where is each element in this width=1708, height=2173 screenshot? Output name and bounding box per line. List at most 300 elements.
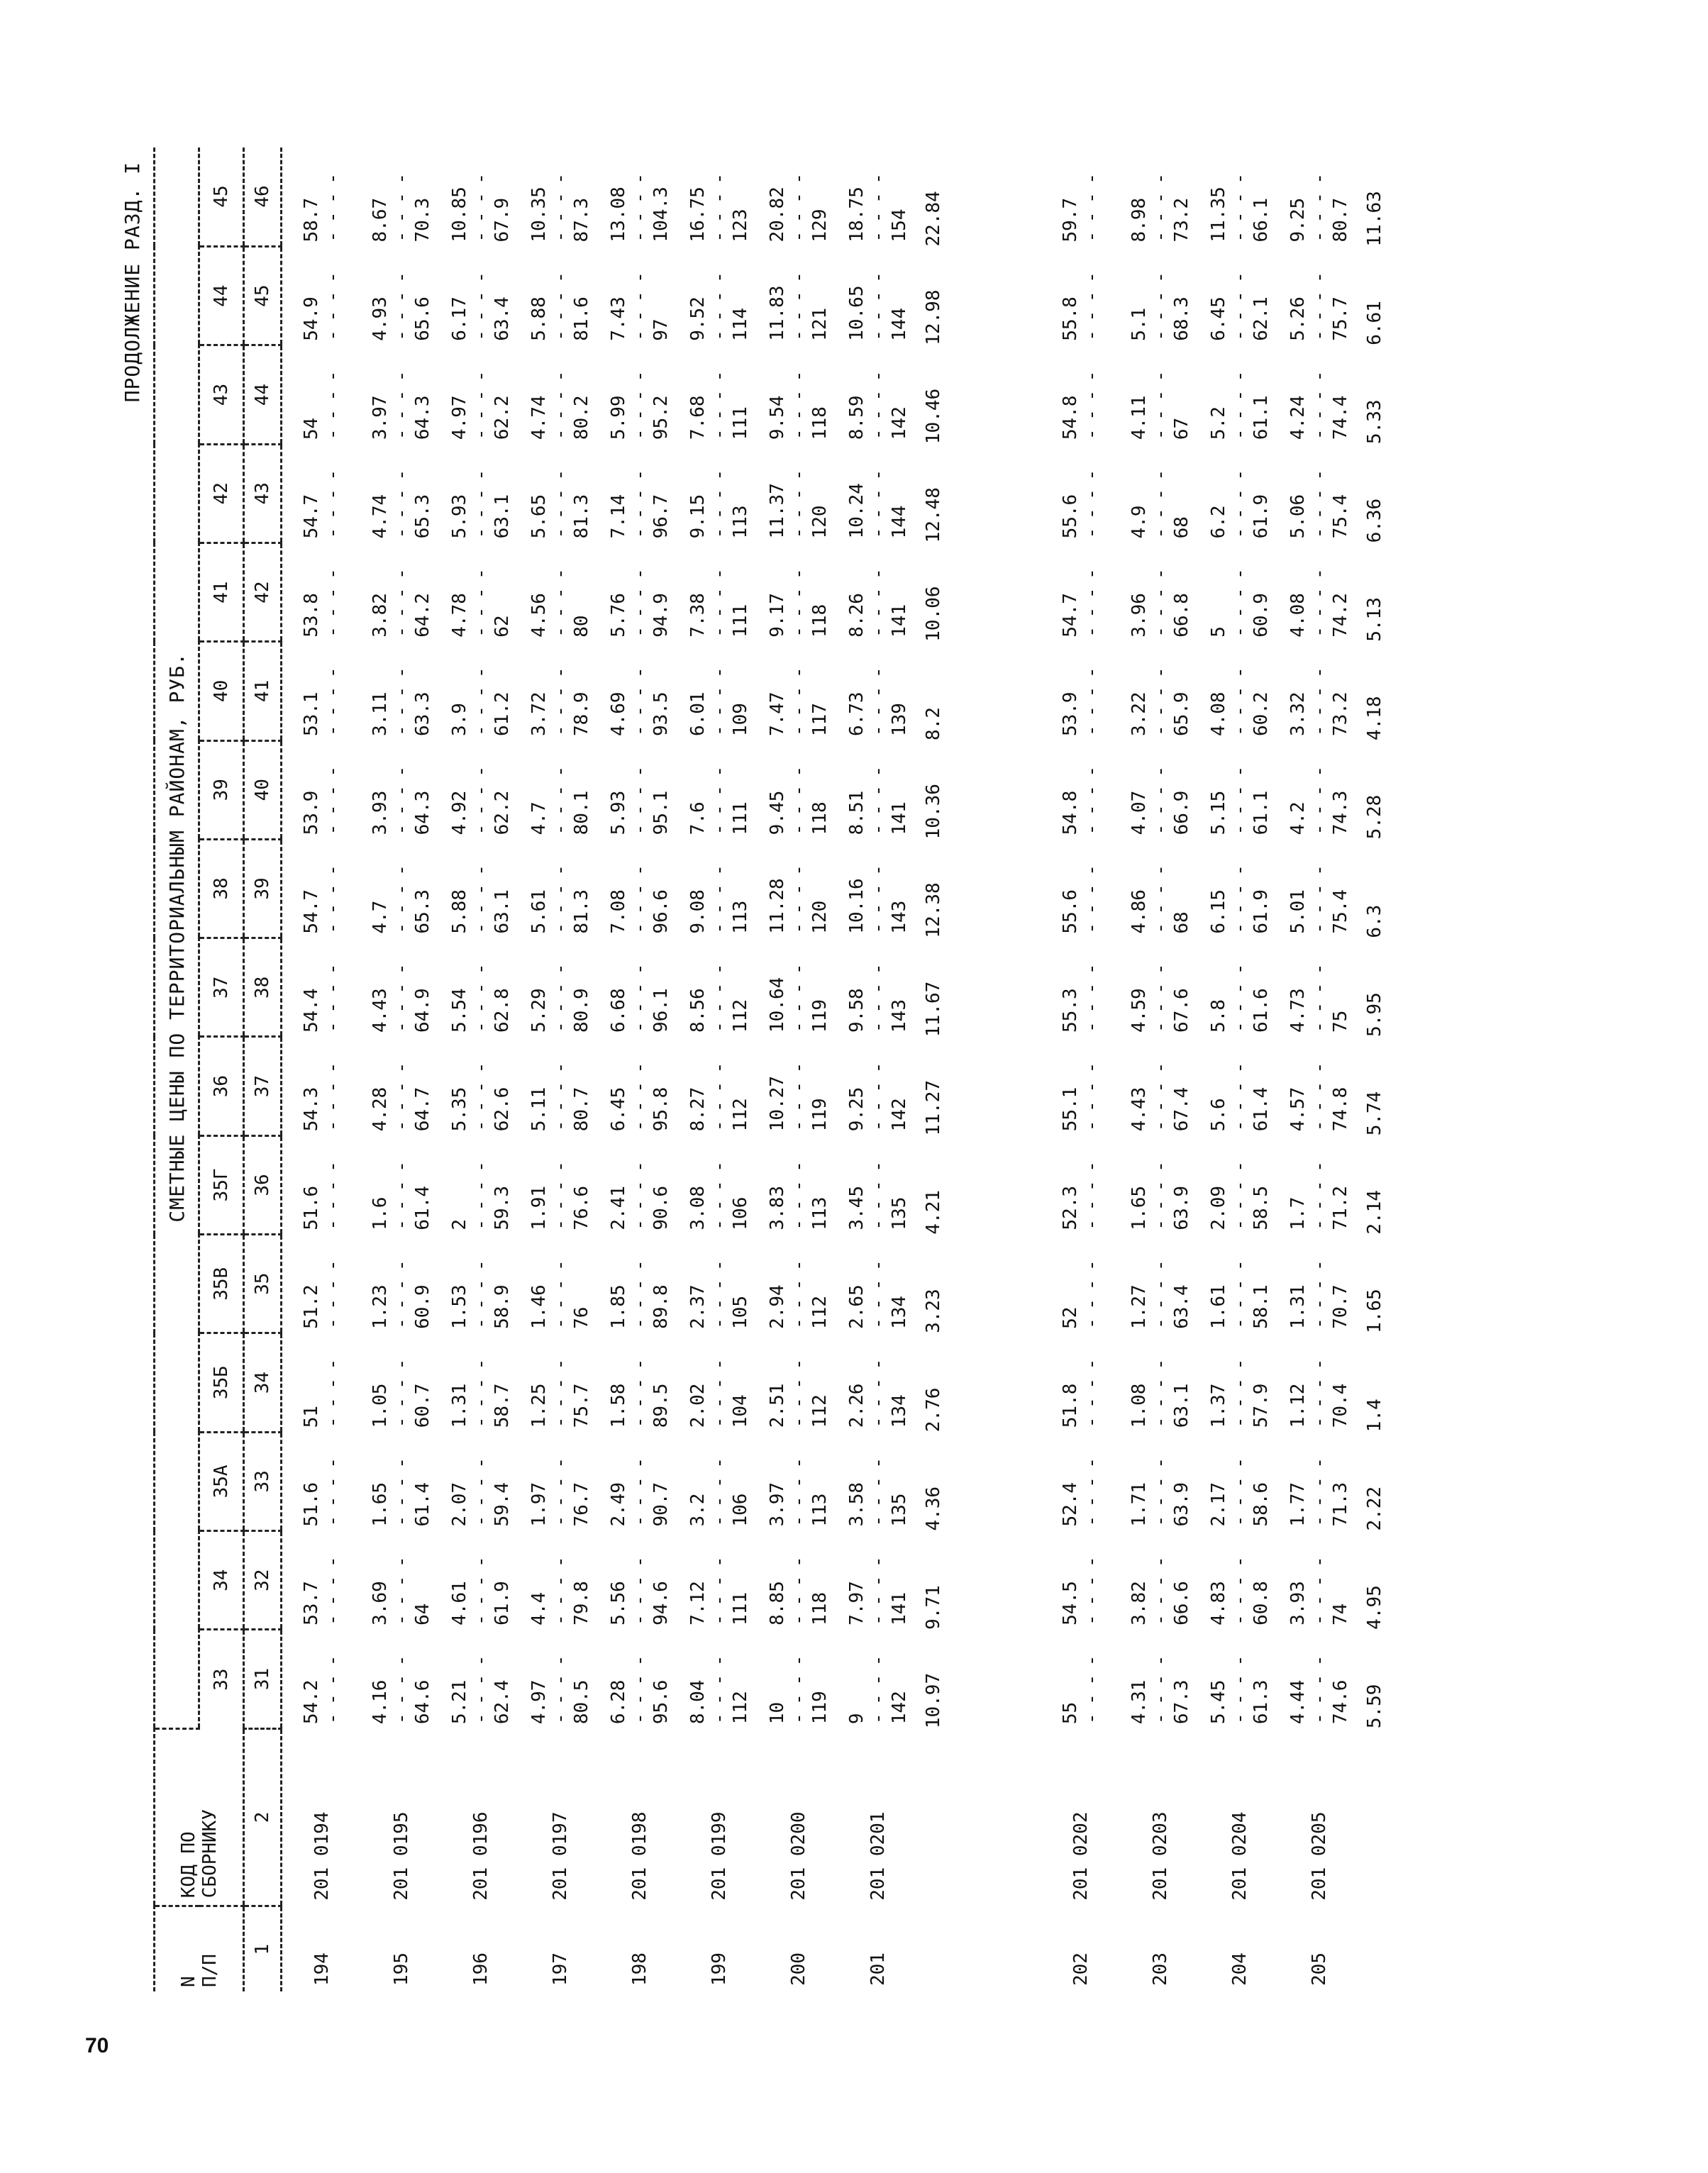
price-cell: [838, 444, 918, 543]
price-value: 141: [889, 801, 910, 835]
price-value: 55.3: [1060, 988, 1081, 1033]
dash-separator: - - - -: [867, 965, 889, 1033]
dash-separator: - - - -: [629, 470, 650, 539]
price-value: 135: [889, 1493, 910, 1527]
price-cell: [1121, 1531, 1200, 1630]
price-value: 78.9: [571, 691, 592, 737]
price-value: 61.2: [492, 691, 513, 737]
price-value: 51: [301, 1405, 322, 1428]
price-cell: [282, 1630, 362, 1728]
price-value: 76.7: [571, 1482, 592, 1527]
dash-separator: - - - -: [867, 273, 889, 341]
price-cell: [1280, 1235, 1359, 1333]
price-cell: [282, 148, 362, 246]
price-value: 7.6: [687, 801, 709, 835]
price-value: 2.26: [846, 1383, 867, 1428]
price-value: 18.75: [846, 187, 867, 243]
price-cell: [362, 839, 441, 938]
price-cell: [282, 740, 362, 839]
price-value: 5.35: [449, 1086, 470, 1132]
price-value: 4.57: [1287, 1086, 1309, 1132]
price-value: 1.31: [449, 1383, 470, 1428]
price-value: 68: [1171, 516, 1192, 539]
price-cell: [282, 1333, 362, 1432]
price-value: 4.07: [1128, 790, 1150, 835]
price-value: 6.73: [846, 691, 867, 737]
price-cell: [1041, 740, 1121, 839]
price-value: 5.13: [1364, 597, 1385, 642]
price-value: 52.4: [1060, 1482, 1081, 1527]
price-value: 81.6: [571, 296, 592, 341]
price-value: 5.56: [608, 1581, 629, 1625]
price-value: 95.6: [650, 1679, 672, 1725]
price-cell: [1041, 1037, 1121, 1135]
price-value: 9.17: [767, 593, 788, 638]
price-value: 1.4: [1364, 1399, 1385, 1433]
region-header: 35А: [199, 1432, 244, 1530]
price-value: 64.7: [412, 1086, 433, 1132]
row-number: 201: [867, 1952, 889, 1986]
price-value: 3.97: [767, 1482, 788, 1527]
price-value: 63.3: [412, 691, 433, 737]
price-cell: [838, 1235, 918, 1333]
price-value: 104: [730, 1394, 751, 1428]
price-value: 64: [412, 1603, 433, 1625]
price-value: 2.94: [767, 1284, 788, 1329]
price-value: 3.82: [370, 593, 391, 638]
price-cell: [1200, 345, 1280, 444]
column-number: 32: [244, 1531, 282, 1630]
dash-separator: - - - -: [867, 470, 889, 539]
price-cell: [441, 740, 521, 839]
price-cell: [1280, 246, 1359, 345]
price-cell: [362, 148, 441, 246]
price-value: 62.6: [492, 1086, 513, 1132]
dash-separator: - - - -: [470, 1656, 492, 1725]
dash-separator: - - - -: [322, 1360, 343, 1428]
price-value: 7.68: [687, 395, 709, 440]
dash-separator: - - - -: [867, 1063, 889, 1132]
price-cell: [759, 938, 838, 1037]
price-value: 134: [889, 1394, 910, 1428]
dash-separator: - - - -: [470, 1557, 492, 1625]
price-value: 3.96: [1128, 593, 1150, 638]
row-number: 199: [709, 1952, 730, 1986]
dash-separator: - - - -: [629, 569, 650, 638]
price-value: 141: [889, 604, 910, 638]
price-cell: [282, 444, 362, 543]
price-value: 2.49: [608, 1482, 629, 1527]
price-value: 2.17: [1208, 1482, 1229, 1527]
price-cell: [1280, 938, 1359, 1037]
price-cell: [1121, 1630, 1200, 1728]
dash-separator: - - - -: [1081, 1656, 1102, 1725]
price-value: 1.65: [370, 1482, 391, 1527]
price-value: 60.2: [1250, 691, 1272, 737]
price-cell: [1041, 1333, 1121, 1432]
row-number: 194: [311, 1952, 333, 1986]
price-value: 76.6: [571, 1185, 592, 1230]
dash-separator: - - - -: [1150, 1656, 1171, 1725]
price-cell: [680, 1037, 759, 1135]
price-value: 55.6: [1060, 889, 1081, 934]
dash-separator: - - - -: [391, 372, 412, 440]
price-value: 1.46: [528, 1284, 550, 1329]
price-value: 9.52: [687, 296, 709, 341]
price-cell: [441, 1333, 521, 1432]
price-value: 3.93: [1287, 1581, 1309, 1625]
price-value: 54.2: [301, 1679, 322, 1725]
price-value: 5.95: [1364, 992, 1385, 1037]
price-value: 121: [809, 307, 831, 341]
column-number: 2: [244, 1728, 282, 1906]
price-value: 63.1: [492, 889, 513, 934]
dash-separator: - - - -: [1150, 470, 1171, 539]
price-value: 54.8: [1060, 395, 1081, 440]
column-number: 46: [244, 148, 282, 246]
dash-separator: - - - -: [1229, 668, 1250, 737]
dash-separator: - - - -: [550, 1557, 571, 1625]
dash-separator: - - - -: [322, 273, 343, 341]
dash-separator: - - - -: [550, 372, 571, 440]
dash-separator: - - - -: [322, 372, 343, 440]
dash-separator: - - - -: [550, 1261, 571, 1329]
column-number: 1: [252, 1943, 273, 1955]
price-value: 51.2: [301, 1284, 322, 1329]
price-value: 74.6: [1330, 1679, 1351, 1725]
price-value: 58.5: [1250, 1185, 1272, 1230]
price-value: 55.6: [1060, 494, 1081, 539]
price-value: 8.27: [687, 1086, 709, 1132]
price-value: 60.8: [1250, 1581, 1272, 1625]
column-number: 31: [244, 1630, 282, 1728]
price-cell: [362, 444, 441, 543]
price-value: 4.73: [1287, 988, 1309, 1033]
price-cell: [759, 345, 838, 444]
price-value: 1.61: [1208, 1284, 1229, 1329]
price-value: 60.7: [412, 1383, 433, 1428]
price-value: 123: [730, 209, 751, 243]
row-code: 201 0205: [1309, 1811, 1330, 1901]
price-value: 5.74: [1364, 1091, 1385, 1136]
dash-separator: - - - -: [867, 1360, 889, 1428]
price-value: 64.6: [412, 1679, 433, 1725]
price-value: 61.1: [1250, 790, 1272, 835]
region-header: 35В: [199, 1235, 244, 1333]
price-value: 51.6: [301, 1482, 322, 1527]
dash-separator: - - - -: [709, 1261, 730, 1329]
price-value: 5.8: [1208, 999, 1229, 1033]
price-cell: [838, 839, 918, 938]
price-value: 51.6: [301, 1185, 322, 1230]
dash-separator: - - - -: [550, 569, 571, 638]
price-cell: [1200, 1235, 1280, 1333]
price-value: 112: [730, 999, 751, 1033]
price-cell: [362, 1037, 441, 1135]
price-value: 1.27: [1128, 1284, 1150, 1329]
price-cell: [600, 543, 680, 641]
price-value: 10.97: [923, 1672, 944, 1729]
price-value: 55: [1060, 1701, 1081, 1725]
dash-separator: - - - -: [1229, 767, 1250, 835]
price-value: 1.77: [1287, 1482, 1309, 1527]
price-value: 10.64: [767, 977, 788, 1033]
dash-separator: - - - -: [1229, 1162, 1250, 1230]
price-cell: [1280, 1432, 1359, 1530]
price-value: 65.6: [412, 296, 433, 341]
price-value: 111: [730, 1591, 751, 1625]
price-value: 4.08: [1208, 691, 1229, 737]
price-value: 4.97: [528, 1679, 550, 1725]
price-value: 4.36: [923, 1486, 944, 1531]
dash-separator: - - - -: [867, 767, 889, 835]
price-value: 5.65: [528, 494, 550, 539]
dash-separator: - - - -: [788, 668, 809, 737]
price-cell: [759, 246, 838, 345]
price-cell: [600, 642, 680, 740]
dash-separator: - - - -: [709, 372, 730, 440]
price-cell: [1121, 1135, 1200, 1234]
price-value: 75.7: [1330, 296, 1351, 341]
price-cell: [1200, 543, 1280, 641]
column-number: 38: [244, 938, 282, 1037]
dash-separator: - - - -: [788, 965, 809, 1033]
price-value: 66.6: [1171, 1581, 1192, 1625]
price-value: 80.7: [571, 1086, 592, 1132]
price-value: 54.7: [1060, 593, 1081, 638]
price-value: 71.3: [1330, 1482, 1351, 1527]
price-cell: [282, 246, 362, 345]
price-value: 3.32: [1287, 691, 1309, 737]
dash-separator: - - - -: [1229, 1458, 1250, 1527]
price-cell: [838, 740, 918, 839]
row-code: 201 0204: [1229, 1811, 1250, 1901]
price-cell: [1041, 938, 1121, 1037]
price-value: 10.85: [449, 187, 470, 243]
dash-separator: - - - -: [629, 866, 650, 934]
dash-separator: - - - -: [391, 273, 412, 341]
price-value: 106: [730, 1196, 751, 1230]
price-value: 96.1: [650, 988, 672, 1033]
price-value: 6.45: [1208, 296, 1229, 341]
price-cell: [838, 1630, 918, 1728]
price-value: 5.1: [1128, 307, 1150, 341]
price-cell: [1200, 1135, 1280, 1234]
price-cell: [1041, 345, 1121, 444]
price-cell: [1200, 839, 1280, 938]
price-value: 66.1: [1250, 197, 1272, 243]
price-value: 61.4: [412, 1482, 433, 1527]
price-cell: [1200, 740, 1280, 839]
price-cell: [362, 938, 441, 1037]
price-cell: [680, 1630, 759, 1728]
price-value: 74.4: [1330, 395, 1351, 440]
price-value: 109: [730, 703, 751, 737]
price-value: 60.9: [1250, 593, 1272, 638]
price-value: 5.88: [528, 296, 550, 341]
price-cell: [441, 1235, 521, 1333]
dash-separator: - - - -: [391, 1063, 412, 1132]
price-cell: [521, 1432, 600, 1530]
price-cell: [759, 1630, 838, 1728]
price-value: 5.26: [1287, 296, 1309, 341]
dash-separator: - - - -: [1081, 273, 1102, 341]
price-value: 5.15: [1208, 790, 1229, 835]
region-header: 41: [199, 543, 244, 641]
dash-separator: - - - -: [709, 1458, 730, 1527]
table-row: [680, 148, 759, 1991]
price-value: 3.97: [370, 395, 391, 440]
price-value: 8.26: [846, 593, 867, 638]
dash-separator: - - - -: [1081, 965, 1102, 1033]
price-value: 67.3: [1171, 1679, 1192, 1725]
price-value: 2.76: [923, 1387, 944, 1433]
dash-separator: - - - -: [709, 1063, 730, 1132]
price-value: 81.3: [571, 494, 592, 539]
price-value: 7.43: [608, 296, 629, 341]
price-cell: [1200, 148, 1280, 246]
dash-separator: - - - -: [550, 965, 571, 1033]
price-value: 2.14: [1364, 1189, 1385, 1235]
price-cell: [362, 642, 441, 740]
dash-separator: - - - -: [391, 569, 412, 638]
price-value: 66.8: [1171, 593, 1192, 638]
dash-separator: - - - -: [788, 1557, 809, 1625]
column-number: 33: [244, 1432, 282, 1530]
dash-separator: - - - -: [1081, 470, 1102, 539]
price-value: 5.88: [449, 889, 470, 934]
dash-separator: - - - -: [629, 174, 650, 243]
price-cell: [680, 246, 759, 345]
dash-separator: - - - -: [629, 965, 650, 1033]
price-cell: [521, 642, 600, 740]
price-value: 10.06: [923, 586, 944, 642]
dash-separator: - - - -: [867, 174, 889, 243]
dash-separator: - - - -: [391, 1162, 412, 1230]
price-cell: [1200, 938, 1280, 1037]
price-value: 11.37: [767, 483, 788, 539]
region-header: 35Б: [199, 1333, 244, 1432]
dash-separator: - - - -: [1229, 866, 1250, 934]
dash-separator: - - - -: [322, 1162, 343, 1230]
dash-separator: - - - -: [391, 866, 412, 934]
price-cell: [521, 839, 600, 938]
price-value: 75.4: [1330, 889, 1351, 934]
price-value: 62.2: [492, 395, 513, 440]
price-cell: [600, 1630, 680, 1728]
price-value: 1.97: [528, 1482, 550, 1527]
price-value: 142: [889, 1098, 910, 1132]
price-cell: [838, 148, 918, 246]
price-value: 61.1: [1250, 395, 1272, 440]
price-value: 3.72: [528, 691, 550, 737]
price-value: 1.25: [528, 1383, 550, 1428]
price-cell: [600, 1037, 680, 1135]
dash-separator: - - - -: [867, 1458, 889, 1527]
price-value: 5.6: [1208, 1098, 1229, 1132]
dash-separator: - - - -: [709, 767, 730, 835]
dash-separator: - - - -: [629, 273, 650, 341]
price-value: 6.36: [1364, 498, 1385, 543]
price-cell: [600, 148, 680, 246]
price-cell: [1041, 839, 1121, 938]
price-cell: [680, 938, 759, 1037]
row-code: 201 0197: [550, 1811, 571, 1901]
price-cell: [838, 1531, 918, 1630]
price-cell: [680, 148, 759, 246]
price-cell: [600, 246, 680, 345]
price-value: 67: [1171, 417, 1192, 440]
price-cell: [759, 543, 838, 641]
dash-separator: - - - -: [629, 372, 650, 440]
dash-separator: - - - -: [1150, 1162, 1171, 1230]
dash-separator: - - - -: [867, 1162, 889, 1230]
price-cell: [1200, 1037, 1280, 1135]
page-number: 70: [85, 2034, 109, 2057]
price-cell: [521, 246, 600, 345]
price-value: 129: [809, 209, 831, 243]
price-value: 118: [809, 604, 831, 638]
price-value: 1.12: [1287, 1383, 1309, 1428]
price-value: 4.83: [1208, 1581, 1229, 1625]
price-value: 104.3: [650, 187, 672, 243]
price-value: 9.54: [767, 395, 788, 440]
price-value: 5.06: [1287, 494, 1309, 539]
region-header: 44: [199, 246, 244, 345]
dash-separator: - - - -: [629, 1557, 650, 1625]
price-value: 9.25: [846, 1086, 867, 1132]
price-value: 1.58: [608, 1383, 629, 1428]
price-value: 105: [730, 1295, 751, 1329]
price-value: 119: [809, 1691, 831, 1725]
dash-separator: - - - -: [470, 866, 492, 934]
dash-separator: - - - -: [550, 1656, 571, 1725]
price-value: 112: [809, 1295, 831, 1329]
price-cell: [521, 740, 600, 839]
dash-separator: - - - -: [470, 372, 492, 440]
price-value: 1.65: [1128, 1185, 1150, 1230]
price-cell: [680, 1531, 759, 1630]
column-number: 40: [244, 740, 282, 839]
price-value: 6.2: [1208, 505, 1229, 539]
price-value: 119: [809, 999, 831, 1033]
price-cell: [1121, 345, 1200, 444]
table-row: [1041, 148, 1121, 1991]
dash-separator: - - - -: [1150, 767, 1171, 835]
price-value: 1.91: [528, 1185, 550, 1230]
price-value: 5.59: [1364, 1684, 1385, 1729]
price-cell: [282, 642, 362, 740]
column-number: 43: [244, 444, 282, 543]
price-cell: [1280, 1037, 1359, 1135]
price-value: 63.1: [1171, 1383, 1192, 1428]
price-value: 5.21: [449, 1679, 470, 1725]
price-value: 53.9: [1060, 691, 1081, 737]
price-value: 4.08: [1287, 593, 1309, 638]
price-value: 73.2: [1171, 197, 1192, 243]
price-value: 3.83: [767, 1185, 788, 1230]
price-value: 4.92: [449, 790, 470, 835]
price-value: 95.8: [650, 1086, 672, 1132]
price-cell: [441, 839, 521, 938]
price-cell: [838, 1135, 918, 1234]
price-value: 95.2: [650, 395, 672, 440]
price-value: 112: [730, 1098, 751, 1132]
price-value: 7.14: [608, 494, 629, 539]
price-value: 55.8: [1060, 296, 1081, 341]
price-value: 2.51: [767, 1383, 788, 1428]
price-value: 80.7: [1330, 197, 1351, 243]
